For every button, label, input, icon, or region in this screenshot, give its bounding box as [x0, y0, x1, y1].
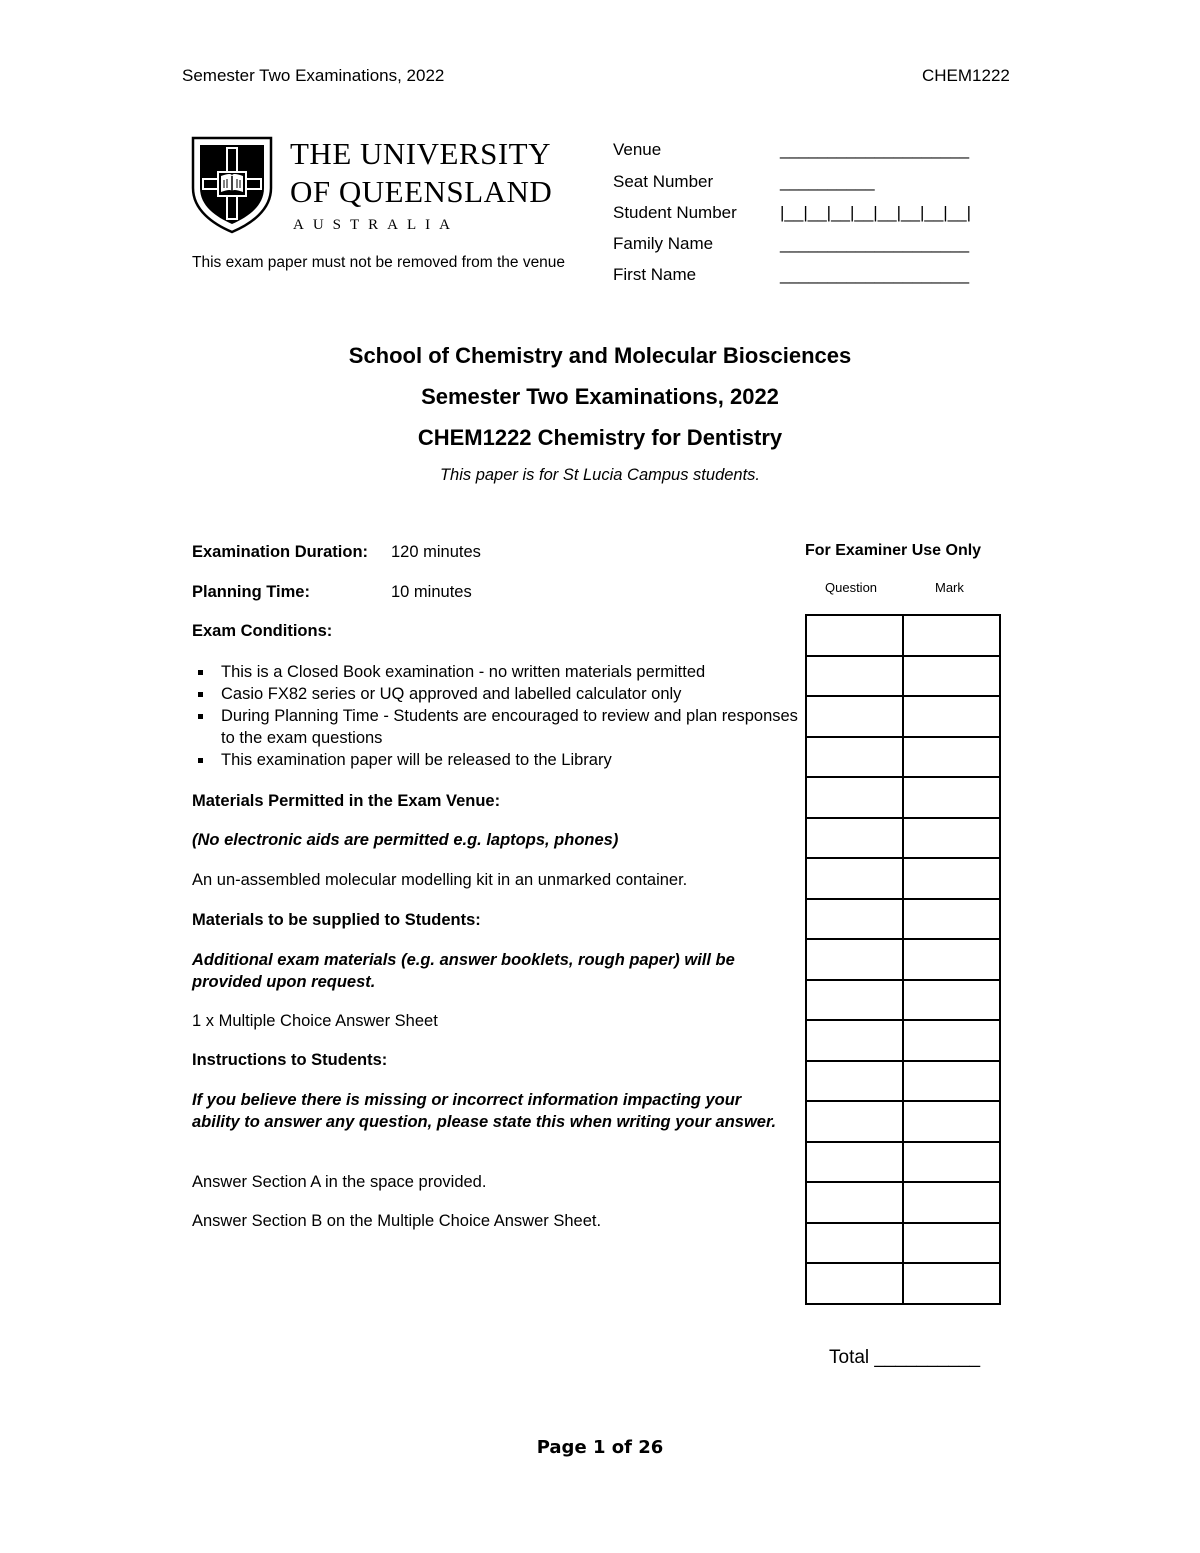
duration-label: Examination Duration:	[192, 543, 369, 561]
planning-label: Planning Time:	[192, 583, 310, 601]
marks-row	[806, 615, 1000, 656]
marks-row	[806, 1223, 1000, 1264]
mark-cell[interactable]	[903, 899, 1000, 940]
mark-cell[interactable]	[903, 1020, 1000, 1061]
uq-crest-icon	[191, 136, 273, 234]
question-cell[interactable]	[806, 737, 903, 778]
instruction-b: Answer Section B on the Multiple Choice Answer Sheet.	[192, 1212, 602, 1230]
marks-row	[806, 737, 1000, 778]
marks-row	[806, 777, 1000, 818]
column-header-mark: Mark	[935, 580, 964, 595]
mark-cell[interactable]	[903, 615, 1000, 656]
logo-line-2: OF QUEENSLAND	[290, 174, 553, 209]
mark-cell[interactable]	[903, 1061, 1000, 1102]
marks-row	[806, 980, 1000, 1021]
school-title: School of Chemistry and Molecular Biosciences	[348, 343, 852, 368]
materials-permitted-note: (No electronic aids are permitted e.g. laptops, phones)	[192, 831, 619, 849]
instructions-note: If you believe there is missing or incorrect information impacting your ability to answer any question, please state this when writing your answer.	[192, 1091, 777, 1131]
mark-cell[interactable]	[903, 777, 1000, 818]
page-number	[0, 1437, 1200, 1458]
condition-item: During Planning Time - Students are encouraged to review and plan responses to the exam questions	[192, 705, 801, 749]
field-family-name[interactable]: ____________________	[780, 234, 970, 253]
page-of: of	[611, 1437, 632, 1458]
page-total: 26	[638, 1437, 664, 1458]
venue-notice: This exam paper must not be removed from the venue	[192, 254, 566, 271]
mark-cell[interactable]	[903, 1223, 1000, 1264]
campus-note: This paper is for St Lucia Campus students.	[439, 466, 761, 484]
examiner-marks-table	[805, 614, 1001, 1305]
marks-row	[806, 696, 1000, 737]
mark-cell[interactable]	[903, 1182, 1000, 1223]
header-left: Semester Two Examinations, 2022	[182, 66, 445, 85]
instructions-label: Instructions to Students:	[192, 1051, 388, 1069]
field-venue[interactable]: ____________________	[780, 140, 970, 159]
mark-cell[interactable]	[903, 656, 1000, 697]
question-cell[interactable]	[806, 1101, 903, 1142]
marks-row	[806, 818, 1000, 859]
question-cell[interactable]	[806, 939, 903, 980]
condition-item: This is a Closed Book examination - no written materials permitted	[192, 661, 792, 683]
marks-row	[806, 1142, 1000, 1183]
marks-row	[806, 1101, 1000, 1142]
question-cell[interactable]	[806, 1061, 903, 1102]
instruction-a: Answer Section A in the space provided.	[192, 1173, 487, 1191]
marks-row	[806, 858, 1000, 899]
course-title: CHEM1222 Chemistry for Dentistry	[417, 425, 783, 450]
question-cell[interactable]	[806, 1223, 903, 1264]
question-cell[interactable]	[806, 696, 903, 737]
mark-cell[interactable]	[903, 980, 1000, 1021]
mark-cell[interactable]	[903, 1263, 1000, 1304]
condition-item: Casio FX82 series or UQ approved and labelled calculator only	[192, 683, 792, 705]
conditions-list	[192, 661, 798, 771]
field-first-name[interactable]: ____________________	[780, 265, 970, 284]
question-cell[interactable]	[806, 899, 903, 940]
marks-row	[806, 1182, 1000, 1223]
examiner-title: For Examiner Use Only	[805, 542, 982, 559]
materials-permitted-label: Materials Permitted in the Exam Venue:	[192, 792, 501, 810]
question-cell[interactable]	[806, 1142, 903, 1183]
materials-supplied-note: Additional exam materials (e.g. answer booklets, rough paper) will be provided upon request.	[192, 951, 735, 991]
logo-line-3: AUSTRALIA	[293, 217, 459, 233]
mark-cell[interactable]	[903, 858, 1000, 899]
marks-row	[806, 939, 1000, 980]
condition-item: This examination paper will be released to the Library	[192, 749, 792, 771]
column-header-question: Question	[825, 580, 878, 595]
field-label-seat: Seat Number	[613, 172, 714, 191]
conditions-label: Exam Conditions:	[192, 622, 333, 640]
page-current: 1	[592, 1437, 606, 1458]
question-cell[interactable]	[806, 1263, 903, 1304]
logo-line-1: THE UNIVERSITY	[290, 136, 551, 171]
marks-row	[806, 1020, 1000, 1061]
question-cell[interactable]	[806, 858, 903, 899]
header-right: CHEM1222	[922, 66, 1010, 85]
mark-cell[interactable]	[903, 1101, 1000, 1142]
question-cell[interactable]	[806, 777, 903, 818]
marks-row	[806, 1061, 1000, 1102]
total-field[interactable]: Total __________	[829, 1347, 981, 1368]
materials-permitted-item: An un-assembled molecular modelling kit in an unmarked container.	[192, 871, 688, 889]
question-cell[interactable]	[806, 656, 903, 697]
marks-row	[806, 899, 1000, 940]
marks-row	[806, 1263, 1000, 1304]
question-cell[interactable]	[806, 1182, 903, 1223]
mark-cell[interactable]	[903, 818, 1000, 859]
mark-cell[interactable]	[903, 939, 1000, 980]
planning-value: 10 minutes	[391, 583, 472, 601]
question-cell[interactable]	[806, 980, 903, 1021]
duration-value: 120 minutes	[391, 543, 481, 561]
question-cell[interactable]	[806, 615, 903, 656]
exam-title: Semester Two Examinations, 2022	[421, 384, 779, 409]
mark-cell[interactable]	[903, 737, 1000, 778]
field-label-family-name: Family Name	[613, 234, 714, 253]
page-word: Page	[536, 1437, 587, 1458]
field-label-first-name: First Name	[613, 265, 697, 284]
field-label-venue: Venue	[613, 140, 662, 159]
field-label-student-number: Student Number	[613, 203, 737, 222]
marks-row	[806, 656, 1000, 697]
question-cell[interactable]	[806, 818, 903, 859]
materials-supplied-item: 1 x Multiple Choice Answer Sheet	[192, 1012, 438, 1030]
field-student-number[interactable]: |__|__|__|__|__|__|__|__|	[780, 203, 972, 222]
field-seat[interactable]: __________	[780, 172, 875, 191]
question-cell[interactable]	[806, 1020, 903, 1061]
materials-supplied-label: Materials to be supplied to Students:	[192, 911, 481, 929]
mark-cell[interactable]	[903, 1142, 1000, 1183]
mark-cell[interactable]	[903, 696, 1000, 737]
